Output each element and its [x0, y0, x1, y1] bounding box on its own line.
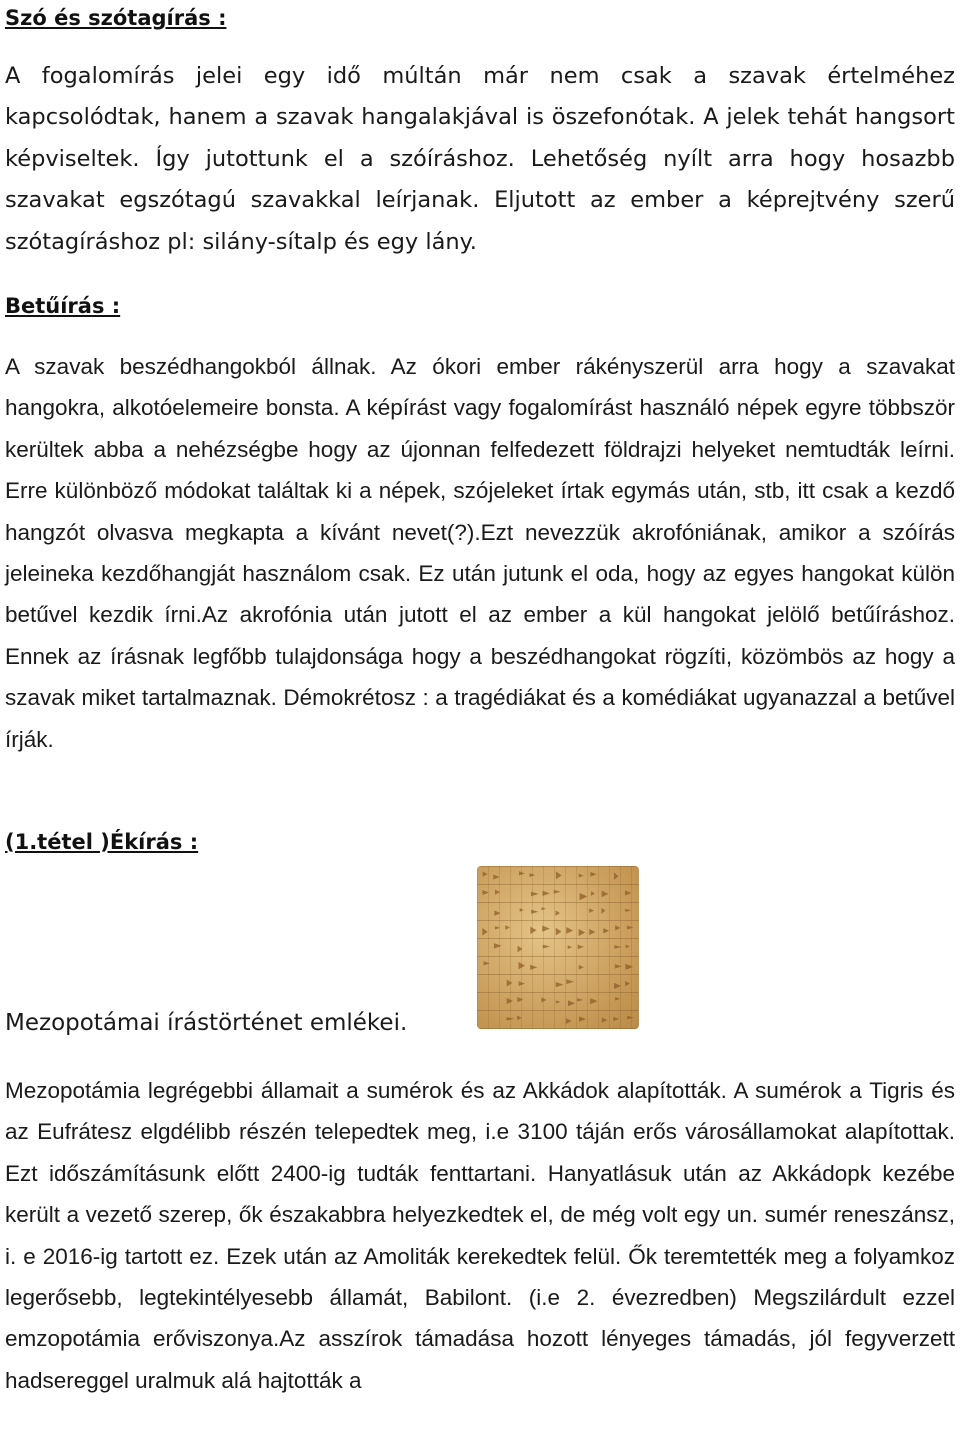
paragraph-ekiras: Mezopotámia legrégebbi államait a sumérok és az Akkádok alapították. A sumérok a Tigris és az Eufrátesz elgdélibb részén telepedtek meg, i.e 3100 táján erős városállamokat alapítottak. Ezt időszámításunk előtt 2400-ig tudták fenttartani. Hanyatlásuk után az Akkádopk kezébe került a vezető szerep, ők északabbra helyezkedtek el, de még volt egy un. sumér reneszánsz, i. e 2016-ig tartott ez. Ezek után az Amoliták kerekedtek felül. Ők teremtették meg a folyamkoz legerősebb, legtekintélyesebb államát, Babilont. (i.e 2. évezredben) Megszilárdult ezzel emzopotámia erőviszonya.Az asszírok támadása hozott lényeges támadás, jól fegyverzett hadsereggel uralmuk alá hajtották a	[5, 1078, 955, 1393]
heading-szo-es-szotagiras: Szó és szótagírás :	[5, 6, 227, 30]
heading-betuiras: Betűírás :	[5, 294, 121, 318]
cuneiform-tablet-image	[477, 866, 639, 1029]
paragraph-szo: A fogalomírás jelei egy idő múltán már nem csak a szavak értelméhez kapcsolódtak, hanem a szavak hangalakjával is öszefonótak. A jelek tehát hangsort képviseltek. Így jutottunk el a szóíráshoz. Lehetőség nyílt arra hogy hosazbb szavakat egszótagú szavakkal leírjanak. Eljutott az ember a képrejtvény szerű szótagíráshoz pl: silány-sítalp és egy lány.	[5, 63, 955, 255]
heading-ekiras: (1.tétel )Ékírás :	[5, 830, 199, 854]
cuneiform-marks	[477, 866, 639, 1029]
paragraph-betu: A szavak beszédhangokból állnak. Az ókori ember rákényszerül arra hogy a szavakat hangokra, alkotóelemeire bonsta. A képírást vagy fogalomírást használó népek egyre többször kerültek abba a nehézségbe hogy az újonnan felfedezett földrajzi helyeket nemtudták leírni. Erre különböző módokat találtak ki a népek, szójeleket írtak egymás után, stb, itt csak a kezdő hangzót olvasva megkapta a kívánt nevet(?).Ezt nevezzük akrofóniának, amikor a szóírás jeleineka kezdőhangját használom csak. Ez után jutunk el oda, hogy az egyes hangokat külön betűvel kezdik írni.Az akrofónia után jutott el az ember a kül hangokat jelölő betűíráshoz. Ennek az írásnak legfőbb tulajdonsága hogy a beszédhangokat rögzíti, közömbös az hogy a szavak miket tartalmaznak. Démokrétosz : a tragédiákat és a komédiákat ugyanazzal a betűvel írják.	[5, 354, 955, 752]
image-caption: Mezopotámai írástörténet emlékei.	[5, 1010, 408, 1036]
